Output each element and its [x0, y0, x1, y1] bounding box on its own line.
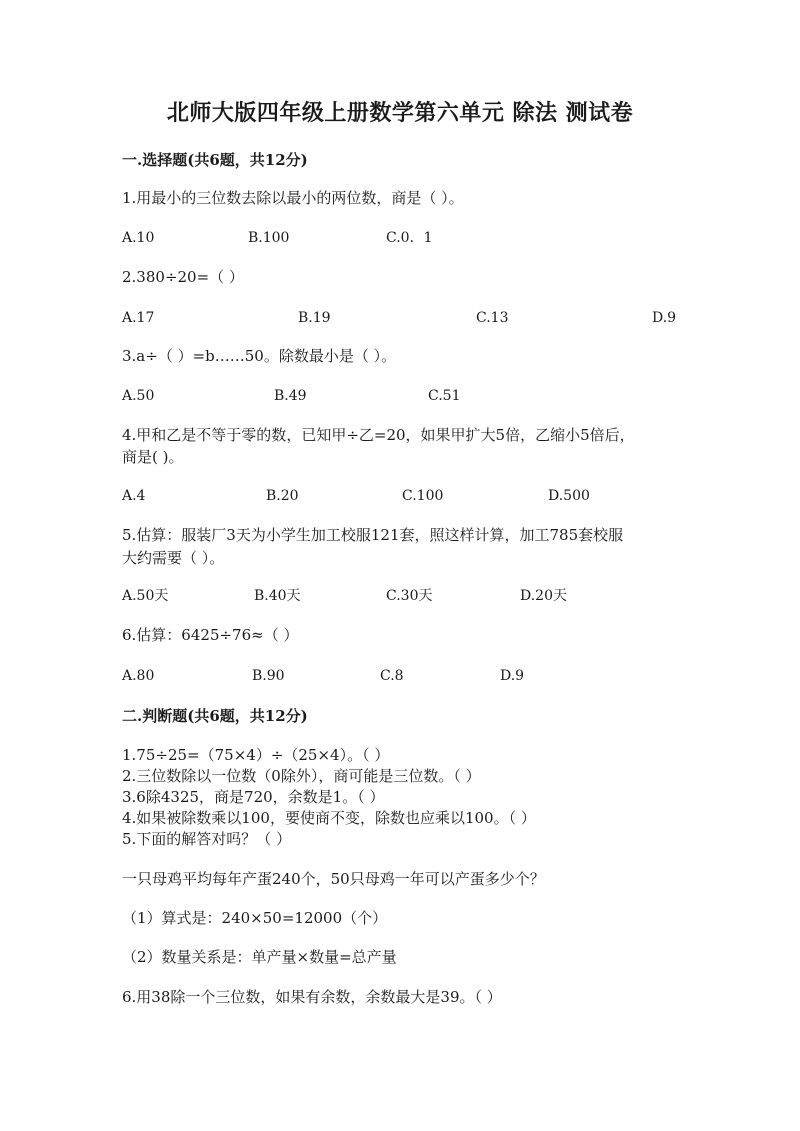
question-4-option-a: A.4	[122, 488, 146, 504]
question-3-option-a: A.50	[122, 388, 155, 404]
question-4-text-line-2: 商是( )。	[122, 448, 184, 466]
question-2-option-a: A.17	[122, 310, 155, 326]
judge-item-5-step-1: （1）算式是：240×50=12000（个）	[122, 909, 388, 927]
section-heading-true-false: 二.判断题(共6题，共12分)	[122, 707, 308, 725]
question-4-option-b: B.20	[266, 488, 299, 504]
question-2-option-c: C.13	[476, 310, 509, 326]
judge-item-2: 2.三位数除以一位数（0除外），商可能是三位数。（ ）	[122, 767, 481, 785]
question-6-text: 6.估算：6425÷76≈（ ）	[122, 626, 299, 644]
question-6-option-a: A.80	[122, 668, 155, 684]
question-4-text-line-1: 4.甲和乙是不等于零的数，已知甲÷乙=20，如果甲扩大5倍，乙缩小5倍后，	[122, 426, 635, 444]
question-6-option-b: B.90	[252, 668, 285, 684]
question-2-option-b: B.19	[298, 310, 331, 326]
question-6-option-d: D.9	[500, 668, 525, 684]
question-1-option-c: C.0．1	[386, 230, 433, 246]
question-1-text: 1.用最小的三位数去除以最小的两位数，商是（ ）。	[122, 189, 464, 207]
question-5-option-c: C.30天	[386, 588, 433, 604]
judge-item-5-step-2: （2）数量关系是：单产量×数量=总产量	[122, 948, 397, 966]
question-5-option-b: B.40天	[254, 588, 301, 604]
section-heading-multiple-choice: 一.选择题(共6题，共12分)	[122, 151, 308, 169]
question-5-option-d: D.20天	[520, 588, 567, 604]
question-5-text-line-2: 大约需要（ ）。	[122, 549, 225, 567]
judge-item-5-problem: 一只母鸡平均每年产蛋240个，50只母鸡一年可以产蛋多少个？	[122, 870, 545, 888]
question-2-option-d: D.9	[652, 310, 677, 326]
question-2-text: 2.380÷20=（ ）	[122, 268, 244, 286]
question-3-option-c: C.51	[428, 388, 461, 404]
judge-item-5: 5.下面的解答对吗？（ ）	[122, 830, 292, 848]
question-4-option-d: D.500	[548, 488, 590, 504]
question-5-option-a: A.50天	[122, 588, 169, 604]
question-4-option-c: C.100	[402, 488, 444, 504]
judge-item-6: 6.用38除一个三位数，如果有余数，余数最大是39。（ ）	[122, 988, 502, 1006]
question-5-text-line-1: 5.估算：服装厂3天为小学生加工校服121套，照这样计算，加工785套校服	[122, 526, 624, 544]
question-1-option-a: A.10	[122, 230, 155, 246]
page-title: 北师大版四年级上册数学第六单元 除法 测试卷	[166, 100, 634, 126]
question-3-text: 3.a÷（ ）=b……50。除数最小是（ ）。	[122, 347, 397, 365]
judge-item-3: 3.6除4325，商是720，余数是1。（ ）	[122, 788, 385, 806]
judge-item-1: 1.75÷25=（75×4）÷（25×4）。（ ）	[122, 746, 390, 764]
question-3-option-b: B.49	[274, 388, 307, 404]
question-6-option-c: C.8	[380, 668, 404, 684]
question-1-option-b: B.100	[248, 230, 290, 246]
judge-item-4: 4.如果被除数乘以100，要使商不变，除数也应乘以100。（ ）	[122, 809, 536, 827]
